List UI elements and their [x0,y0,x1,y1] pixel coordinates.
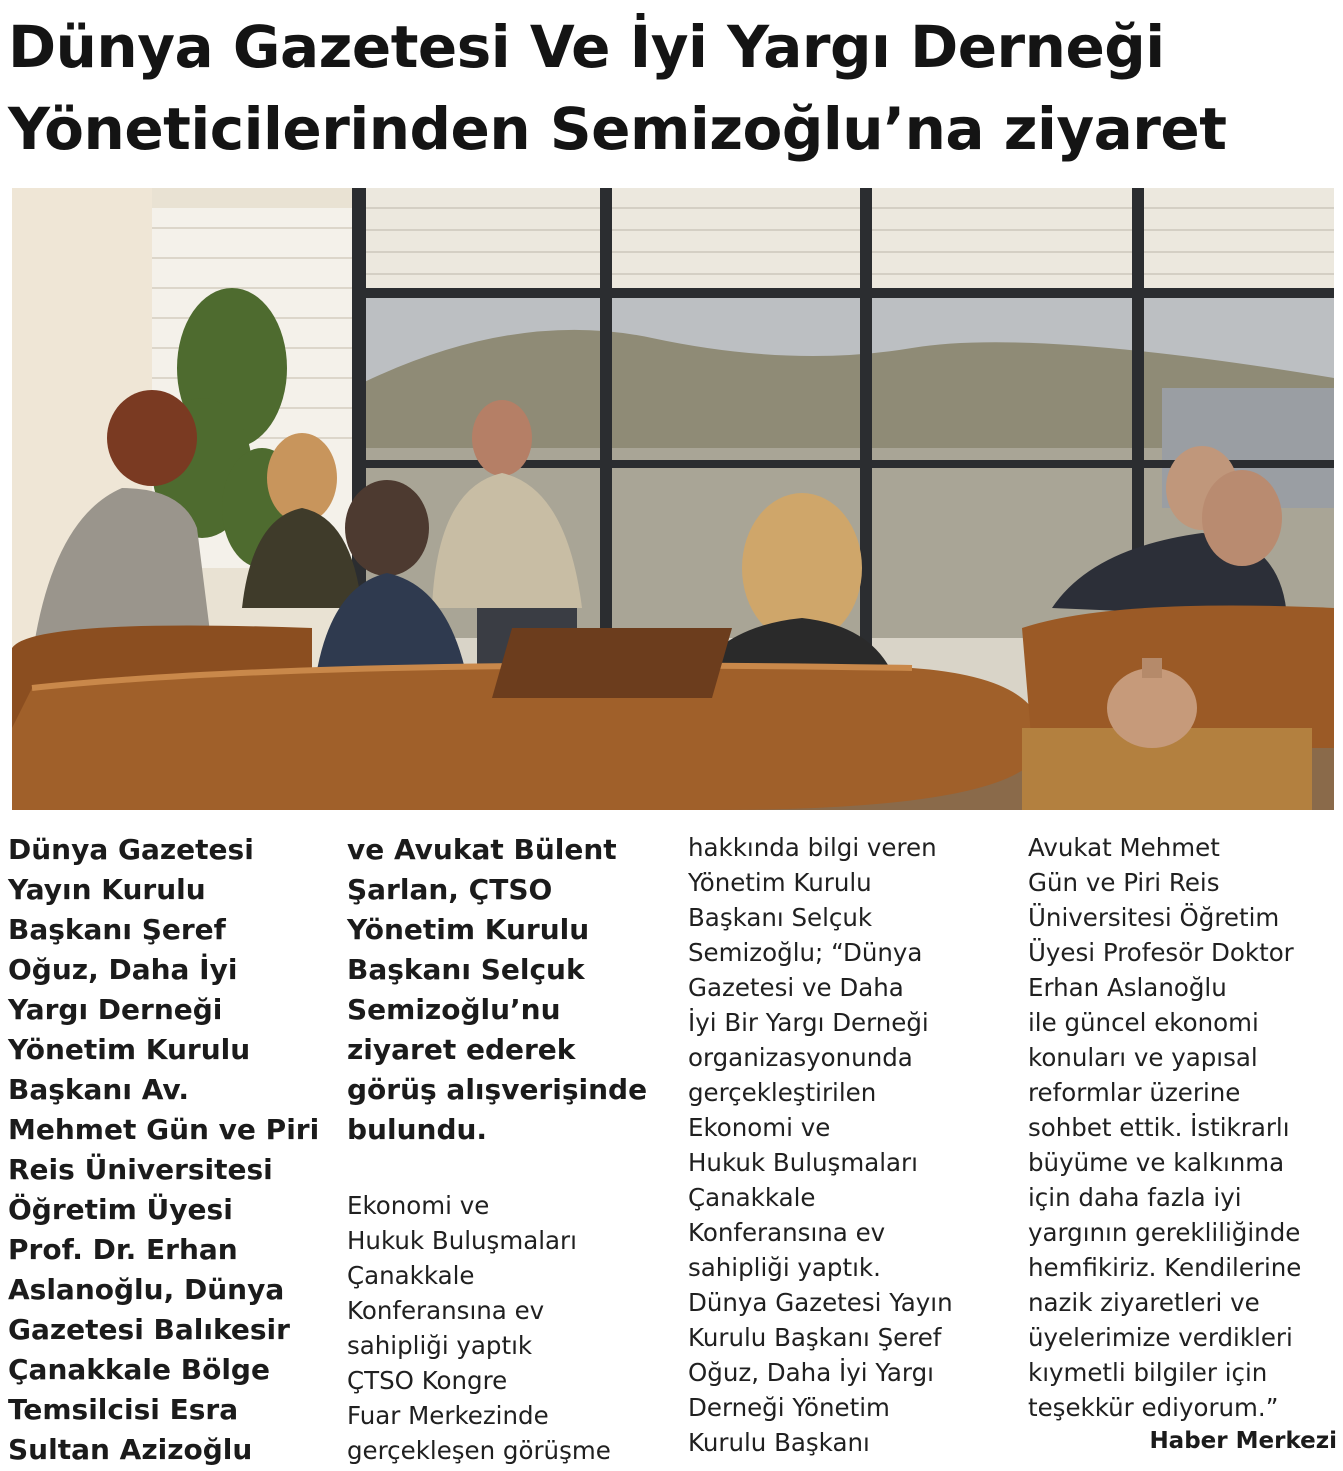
article-line: büyüme ve kalkınma [1028,1148,1285,1177]
article-line: Erhan Aslanoğlu [1028,973,1227,1002]
article-line: Ekonomi ve [347,1191,490,1220]
article-line: konuları ve yapısal [1028,1043,1258,1072]
article-line: üyelerimize verdikleri [1028,1323,1293,1352]
meeting-photo-icon [12,188,1334,810]
article-line: Sultan Azizoğlu [8,1433,253,1466]
article-line: Çanakkale [347,1261,475,1290]
article-line: organizasyonunda [688,1043,913,1072]
article-line: gerçekleşen görüşme [347,1436,611,1465]
article-line: Yargı Derneği [8,993,223,1026]
article-line: Oğuz, Daha İyi [8,953,238,986]
headline [8,6,1338,170]
article-line: sahipliği yaptık. [688,1253,881,1282]
article-column-1 [8,830,328,1470]
article-line: görüş alışverişinde [347,1073,648,1106]
article-line: Semizoğlu; “Dünya [688,938,923,967]
meeting-photo [12,188,1334,810]
article-line: Gazetesi Balıkesir [8,1313,290,1346]
article-line: İyi Bir Yargı Derneği [688,1008,929,1037]
article-line: Temsilcisi Esra [8,1393,239,1426]
article-line: ile güncel ekonomi [1028,1008,1259,1037]
article-line: Başkanı Av. [8,1073,189,1106]
article-line: Konferansına ev [347,1296,545,1325]
article-line: ve Avukat Bülent [347,833,617,866]
article-column-4 [1028,830,1340,1425]
article-line: Kurulu Başkanı [688,1428,870,1457]
article-line: Yönetim Kurulu [347,913,590,946]
article-line: bulundu. [347,1113,488,1146]
article-line: Başkanı Selçuk [688,903,873,932]
article-line: Konferansına ev [688,1218,886,1247]
article-line: Mehmet Gün ve Piri [8,1113,320,1146]
headline-line-2: Yöneticilerinden Semizoğlu’na ziyaret [8,95,1227,163]
byline: Haber Merkezi [1149,1428,1337,1454]
article-line: Semizoğlu’nu [347,993,561,1026]
article-line: Hukuk Buluşmaları [347,1226,577,1255]
article-line: Yayın Kurulu [8,873,206,906]
article-line: Şarlan, ÇTSO [347,873,553,906]
article-line: Prof. Dr. Erhan [8,1233,238,1266]
article-line: hemfikiriz. Kendilerine [1028,1253,1302,1282]
article-line: sohbet ettik. İstikrarlı [1028,1113,1290,1142]
article-column-2-bold [347,830,667,1150]
article-column-3 [688,830,1008,1460]
article-line: Çanakkale [688,1183,816,1212]
article-line: yargının gerekliliğinde [1028,1218,1301,1247]
article-line: Dünya Gazetesi Yayın [688,1288,953,1317]
article-line: için daha fazla iyi [1028,1183,1242,1212]
article-line: teşekkür ediyorum.” [1028,1393,1279,1422]
article-line: gerçekleştirilen [688,1078,877,1107]
headline-line-1: Dünya Gazetesi Ve İyi Yargı Derneği [8,13,1165,81]
article-line: Başkanı Selçuk [347,953,585,986]
article-line: Avukat Mehmet [1028,833,1220,862]
article-line: sahipliği yaptık [347,1331,533,1360]
article-line: Dünya Gazetesi [8,833,254,866]
article-line: Reis Üniversitesi [8,1153,273,1186]
article-line: Ekonomi ve [688,1113,831,1142]
article-line: ziyaret ederek [347,1033,576,1066]
article-line: Gazetesi ve Daha [688,973,904,1002]
article-line: Yönetim Kurulu [8,1033,251,1066]
article-line: Üyesi Profesör Doktor [1028,938,1294,967]
article-line: kıymetli bilgiler için [1028,1358,1268,1387]
article-line: Üniversitesi Öğretim [1028,903,1280,932]
article-line: Öğretim Üyesi [8,1193,233,1226]
article-line: Gün ve Piri Reis [1028,868,1220,897]
article-line: Aslanoğlu, Dünya [8,1273,285,1306]
article-line: Oğuz, Daha İyi Yargı [688,1358,934,1387]
article-line: ÇTSO Kongre [347,1366,508,1395]
article-line: Yönetim Kurulu [688,868,872,897]
article-column-2-light [347,1188,667,1468]
article-line: Hukuk Buluşmaları [688,1148,918,1177]
article-line: Fuar Merkezinde [347,1401,549,1430]
article-line: Başkanı Şeref [8,913,226,946]
article-line: nazik ziyaretleri ve [1028,1288,1260,1317]
article-line: Kurulu Başkanı Şeref [688,1323,942,1352]
article-line: reformlar üzerine [1028,1078,1241,1107]
article-line: hakkında bilgi veren [688,833,937,862]
article-line: Derneği Yönetim [688,1393,890,1422]
article-line: Çanakkale Bölge [8,1353,270,1386]
